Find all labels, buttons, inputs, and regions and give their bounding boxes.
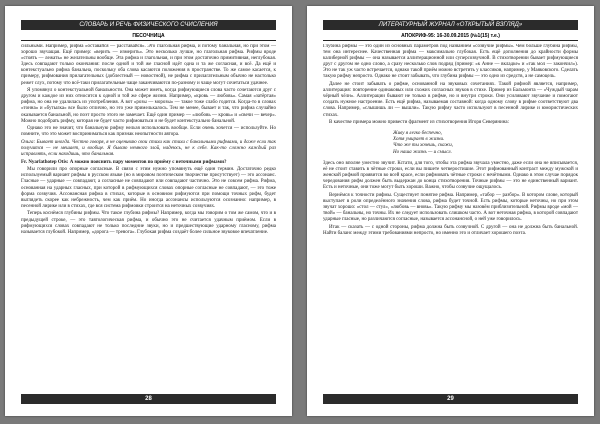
page-footer — [323, 394, 578, 404]
paragraph: В качестве примера можно привести фрагмент из стихотворения Игоря Северянина: — [329, 120, 509, 126]
paragraph: Теперь коснёмся глубины рифмы. Что такое глубина рифмы? Например, когда мы говорим о том же самом, что и в предыдущей строке, — это тавтологическая рифма, и обычно это не считается удачным приёмом. Если в рифмующихся словах совпадают не только последние звуки, но и предшествующие ударному гласному, рифма называется глубокой. Например, «дорога — тревога». Глубокая рифма создаёт более сильное звуковое впечатление. — [21, 211, 276, 235]
paragraph: Здесь оно вполне уместно звучит. Кстати, для того, чтобы эта рифма звучала уместно, даже если она не вписывается, её не стоит ставить в чётные строки, если вы пишете четверостишие. Этот рифмованный контраст между мужской и женской рифмой проявится во всей красе, если рифмовать чётные строки с нечётными. Однако в этом случае порядок чередования рифм должен быть выдержан до конца стихотворения. Точные рифмы — это не единственный вариант. Есть и неточные, они тоже могут быть хороши. Важно, чтобы созвучие ощущалось. — [323, 160, 578, 190]
paragraph: Глубина рифмы — это один из основных параметров под названием «созвучие рифмы». Чем больше глубина рифмы, тем она интереснее. Качественная рифма — максимально глубокая. Есть ещё дополнения до крайности формы калиберной рифмы — она называется аллитерационной или суперсозвучной. В стихотворении бывает рифмующиеся друг с другом не одно слово, а сразу несколько слов подряд (пример: «к Анне — вкладке» и «так мол — закончил»). Это не так уж часто встречается, однако такой приём можно встретить у классиков, например, у Маяковского. Сделать такую рифму непросто. Однако не стоит забывать, что глубина рифмы — это одно из средств, а не самоцель. — [323, 44, 578, 80]
section-title: ПЕСОЧНИЦА — [132, 33, 165, 39]
article-body — [21, 44, 276, 386]
paragraph: Я упомянул о контекстуальной банальности. Она может иметь, когда рифмующиеся слова часто сочетаются друг с другом и каждое из них относится к одной и той же сфере жизни. Например, «кровь — любовь». Самая «затёртая» рифма, но она не удалилась из употребления. А вот «розы — морозы» — такое тоже слабо годится. Когда-то в словах «тонна» и «бутылка» все было отлично, но это уже примелькалось. Тем не менее, бывает и так, что рифма случайно оказывается банальной, но поэт просто этого не замечает. Ещё один пример — «любовь — кровь» и «свечи — вечер». Можно подобрать рифму, которая не будет часто рифмоваться и не будет контекстуально банальной. — [21, 88, 276, 124]
paragraph: Вернёмся к точности рифмы. Существует понятие рифма. Например, «табор — разбор». В котором слове, который выступает в роли определённого значения слова, рифма будет точной. Есть рифмы, которые неточны, но при этом звучат хорошо: «стол — стул», «любовь — вновь». Такую рифму мы назовём приблизительной. Рифмы вроде «мой — твой» — банальны, но точны. Их не следует использовать слишком часто. А вот неточная рифма, в которой совпадают ударные гласные, но различаются согласные, называется ассонансной, о ней уже говорилось. — [323, 192, 578, 222]
dialogue-paragraph: Ольга: Бывает иногда. Честно говоря, я не оцениваю свои стихи как стихи с банальными рифмами, и даже если так получится — не мешает, и вообще. Я бываю немного злой, надеюсь, не к себе. Как-то сложно каждый раз исправлять, если находишь, что банальная. — [21, 139, 276, 158]
page-number: 28 — [145, 396, 152, 402]
paragraph: Мы говорили про опорные согласные. В связи с этим нужно упомянуть ещё один термин. Достаточно редко используемый вариант рифмы в русском языке (но в мировом поэтическом творчестве присутствует) — это ассонанс. Гласные — ударные — совпадают, а согласные не совпадают или совпадают частично. Это не совсем рифма. Рифма, основанная на ударных гласных, при которой в рифмующихся словах опорные согласные не совпадают, — это тоже форма созвучия. Ассонансная рифма в стихах, которые в основном рифмуются при помощи точных рифм, будет выглядеть скорее как небрежность, чем как приём. Но иногда ассонансы используются осознанно: например, в песенной лирике или в стихах, где вся система рифмовки строится на неточных созвучиях. — [21, 167, 276, 209]
paragraph: Однако это не значит, что банальную рифму нельзя использовать вообще. Если очень хочется — используйте. Но помните, что это может восприниматься как признак неопытности автора. — [21, 126, 276, 138]
right-page — [307, 6, 594, 416]
page-number: 29 — [447, 396, 454, 402]
verse-line: Живу я легко беспечно, — [393, 131, 442, 137]
dialogue-paragraph: Fr. Nyarlathotep Otis: А можно пояснить пару моментов по приёму с неточными рифмами? — [21, 159, 227, 165]
paragraph: Далее не стоит забывать о рифме, основанной на звуковых сочетаниях. Такой рифмой является, например, аллитерация: повторение одинаковых или схожих согласных звуков в стихе. Пример из Бальмонта — «Чуждый чарам чёрный чёлн». Аллитерации бывают не только в рифме, но и внутри строки. Они усиливают звучание и помогают создать нужное настроение. Есть ещё рифма, называемая составной: когда одному слову в рифме соответствуют два слова. Например, «слышишь ли — вышли». Такую рифму часто используют в песенной лирике и юмористических стихах. — [323, 82, 578, 118]
page-header-title: СЛОВАРЬ И РЕЧЬ ФИЗИЧЕСКОГО СЧИСЛЕНИЯ — [21, 20, 276, 30]
section-title: АПОКРИФ-95: 16-30.09.2015 (№1(15) т.е.) — [401, 33, 500, 39]
verse-quote — [393, 131, 578, 155]
page-header-title: ЛИТЕРАТУРНЫЙ ЖУРНАЛ «ОТКРЫТЫЙ ВЗГЛЯД» — [323, 20, 578, 30]
paragraph: Итак — сказать — с одной стороны, рифма должна быть созвучной. С другой — она не должна быть банальной. Найти баланс между этими требованиями непросто, но именно это и отличает хорошего поэта. — [323, 224, 578, 236]
header-divider — [323, 40, 578, 41]
left-page — [5, 6, 292, 416]
paragraph: сильными. Например, рифма «оставайся — расставайся». Это глагольная рифма, и потому банальная, но при этом — хорошо звучащая. Ещё пример: «верить — измерить». Это несколько лучше, но глагольная рифма. Рифмы вроде «стоять — лежать» не желательны вообще. Эта рифма и глагольная, и при этом достаточно примитивная, неглубокая. Здесь совпадают только окончания: после одной и той же гласной идёт одна и та же согласная, и всё. Да ещё и контекстуально рифма банальна, поскольку оба слова касаются положения в пространстве. То же самое касается, к примеру, рифмования прилагательных (доблестный — новостной), не рифма с прилагательным обычно не настолько режет слух, потому что всё-таки прилагательные чаще заканчиваются по-разному и чаще могут сочетаться удачнее. — [21, 44, 276, 86]
article-body — [323, 44, 578, 386]
page-footer — [21, 394, 276, 404]
header-divider — [21, 40, 276, 41]
verse-line: Хотя умирает в жизни. — [393, 137, 445, 143]
verse-line: Но наша жизнь — и смысл. — [393, 149, 452, 155]
verse-line: Что же ты хочешь, скажи, — [393, 143, 454, 149]
